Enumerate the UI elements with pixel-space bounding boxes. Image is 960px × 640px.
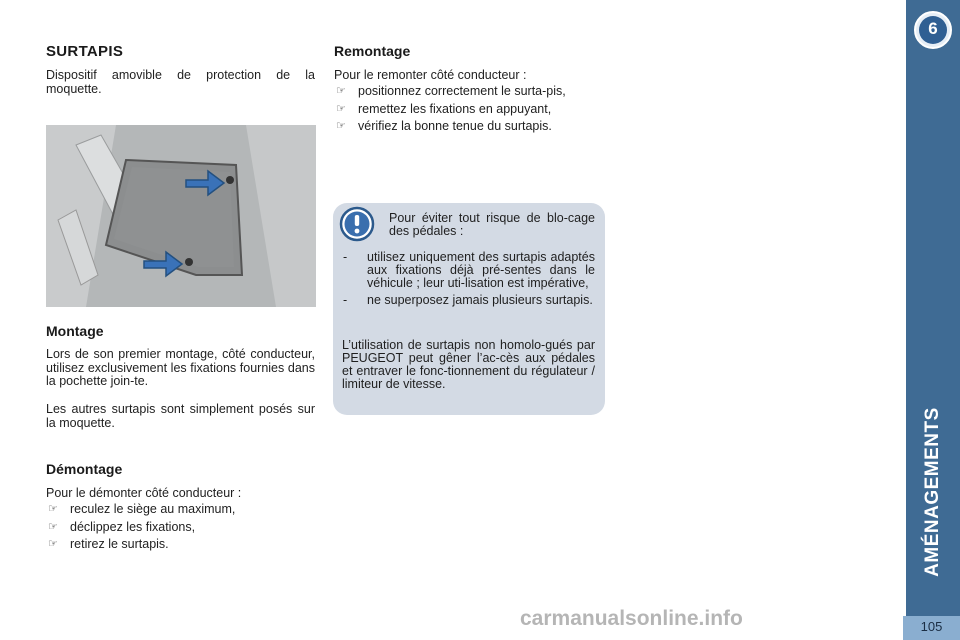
list-item: ☞ retirez le surtapis. bbox=[48, 537, 169, 551]
watermark: carmanualsonline.info bbox=[520, 607, 743, 630]
demontage-heading: Démontage bbox=[46, 461, 123, 477]
list-item: - ne superposez jamais plusieurs surtapis. bbox=[343, 293, 593, 307]
chapter-title: AMÉNAGEMENTS bbox=[922, 407, 943, 577]
warning-list bbox=[341, 251, 595, 311]
warning-intro: Pour éviter tout risque de blo-cage des pédales : bbox=[389, 211, 595, 238]
section-title: SURTAPIS bbox=[46, 43, 124, 60]
exclamation-icon bbox=[339, 206, 375, 242]
pointing-hand-icon: ☞ bbox=[336, 102, 346, 115]
page-number: 105 bbox=[920, 619, 943, 634]
chapter-number: 6 bbox=[928, 19, 938, 38]
dash-bullet: - bbox=[343, 250, 348, 264]
list-item: ☞ vérifiez la bonne tenue du surtapis. bbox=[336, 119, 552, 133]
demontage-steps bbox=[46, 503, 315, 556]
warning-note: L’utilisation de surtapis non homolo-gués par PEUGEOT peut gêner l’ac-cès aux pédales et entraver le fonc-tionnement du régulateur / limiteur de vitesse. bbox=[342, 338, 595, 391]
montage-paragraph-1: Lors de son premier montage, côté conducteur, utilisez exclusivement les fixations fournies dans la pochette join-te. bbox=[46, 347, 315, 388]
list-item: ☞ déclippez les fixations, bbox=[48, 519, 196, 534]
list-item: ☞ positionnez correctement le surta-pis, bbox=[336, 84, 566, 98]
remontage-intro: Pour le remonter côté conducteur : bbox=[334, 68, 527, 82]
montage-paragraph-2: Les autres surtapis sont simplement posés sur la moquette. bbox=[46, 402, 315, 430]
floor-mat-photo bbox=[46, 125, 316, 307]
pointing-hand-icon: ☞ bbox=[336, 120, 346, 132]
demontage-intro: Pour le démonter côté conducteur : bbox=[46, 486, 242, 500]
dash-bullet: - bbox=[343, 293, 348, 307]
pointing-hand-icon: ☞ bbox=[48, 520, 58, 533]
pointing-hand-icon: ☞ bbox=[48, 538, 58, 550]
intro-text: Dispositif amovible de protection de la moquette. bbox=[46, 68, 315, 96]
list-item: ☞ reculez le siège au maximum, bbox=[48, 502, 236, 516]
remontage-steps bbox=[334, 85, 605, 138]
list-item: - utilisez uniquement des surtapis adaptés aux fixations déjà pré-sentes dans le véhicule ; leur uti-lisation est impérative, bbox=[343, 250, 595, 290]
montage-heading: Montage bbox=[46, 323, 104, 339]
remontage-heading: Remontage bbox=[334, 43, 411, 59]
pointing-hand-icon: ☞ bbox=[48, 503, 58, 515]
pointing-hand-icon: ☞ bbox=[336, 85, 346, 97]
list-item: ☞ remettez les fixations en appuyant, bbox=[336, 101, 552, 116]
